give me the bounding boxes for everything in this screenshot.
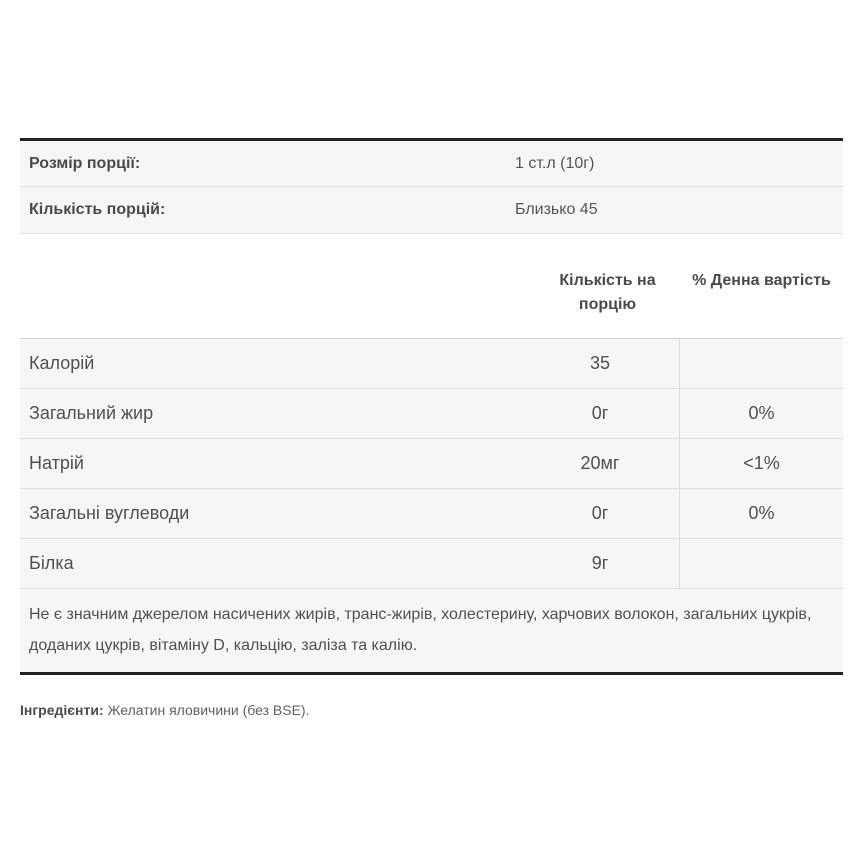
nutrient-header bbox=[20, 269, 535, 338]
nutrient-name: Натрій bbox=[29, 453, 84, 473]
nutrient-name: Загальні вуглеводи bbox=[29, 503, 190, 523]
nutrient-amount: 0г bbox=[535, 389, 680, 438]
nutrient-name: Калорій bbox=[29, 353, 95, 373]
table-header-row bbox=[20, 269, 843, 339]
serving-size-label: Розмір порції: bbox=[29, 154, 141, 172]
section-gap bbox=[20, 234, 843, 269]
table-row bbox=[20, 339, 843, 389]
nutrient-amount: 9г bbox=[535, 539, 680, 588]
nutrient-daily-value: <1% bbox=[743, 453, 780, 473]
table-row bbox=[20, 489, 843, 539]
nutrition-footnote: Не є значним джерелом насичених жирів, транс-жирів, холестерину, харчових волокон, загальних цукрів, доданих цукрів, вітаміну D, кальцію, заліза та калію. bbox=[20, 589, 843, 672]
servings-count-row bbox=[20, 187, 843, 234]
nutrition-facts-panel bbox=[20, 138, 843, 675]
nutrient-amount: 35 bbox=[535, 339, 680, 388]
amount-per-serving-header: Кількість на порцію bbox=[559, 272, 656, 313]
nutrient-name: Загальний жир bbox=[29, 403, 154, 423]
nutrient-name: Білка bbox=[29, 553, 74, 573]
nutrient-amount: 20мг bbox=[535, 439, 680, 488]
servings-count-label: Кількість порцій: bbox=[29, 201, 166, 218]
daily-value-header: % Денна вартість bbox=[692, 272, 831, 289]
nutrient-amount: 0г bbox=[535, 489, 680, 538]
serving-size-row bbox=[20, 141, 843, 187]
nutrient-daily-value: 0% bbox=[748, 403, 775, 423]
nutrient-daily-value: 0% bbox=[748, 503, 775, 523]
table-row bbox=[20, 389, 843, 439]
nutrient-daily-value bbox=[680, 539, 843, 588]
table-row bbox=[20, 439, 843, 489]
servings-count-value: Близько 45 bbox=[515, 201, 598, 218]
serving-size-value: 1 ст.л (10г) bbox=[515, 154, 595, 172]
nutrient-daily-value bbox=[680, 339, 843, 388]
ingredients-line bbox=[20, 702, 309, 718]
table-row bbox=[20, 539, 843, 589]
ingredients-label: Інгредієнти: bbox=[20, 702, 104, 718]
ingredients-text: Желатин яловичини (без BSE). bbox=[107, 702, 310, 718]
